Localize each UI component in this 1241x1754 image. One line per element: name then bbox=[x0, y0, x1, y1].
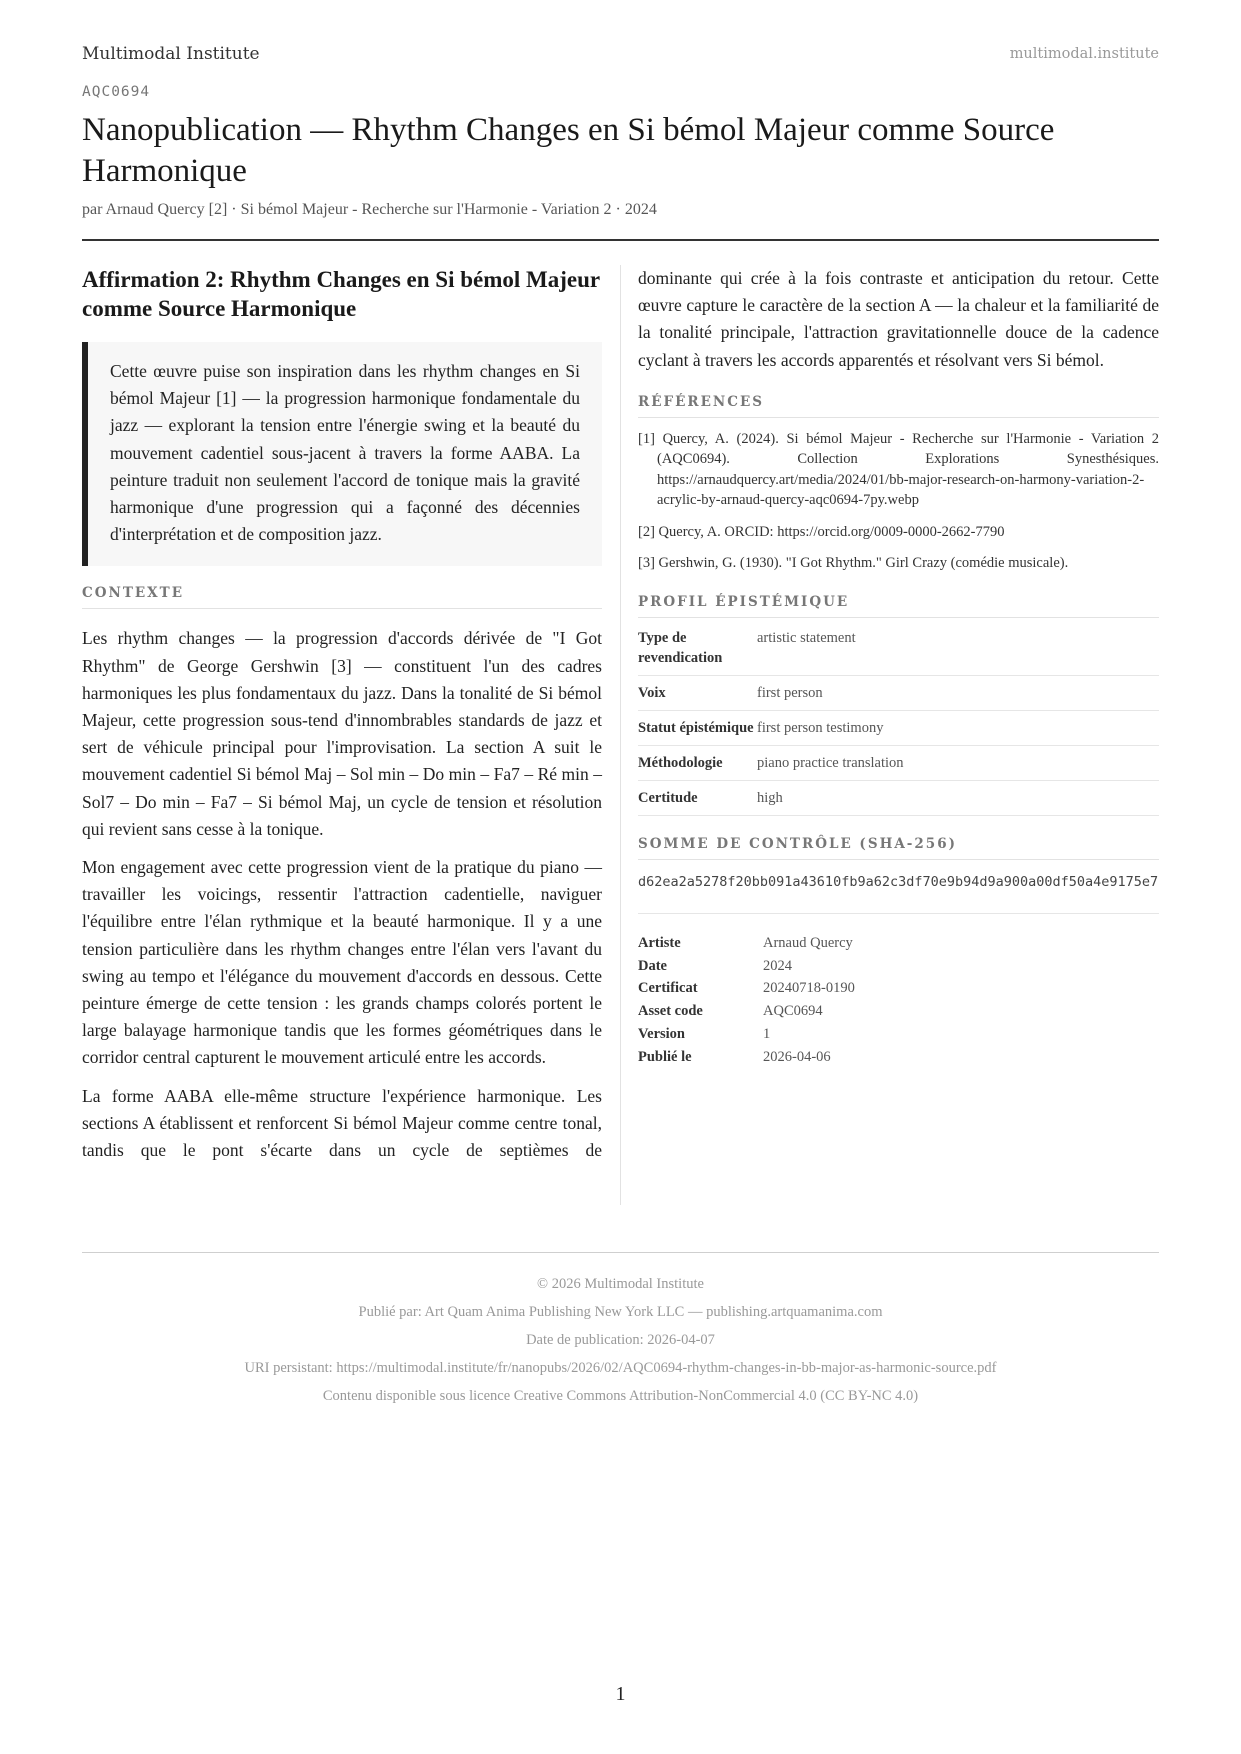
table-row bbox=[638, 955, 855, 978]
table-row bbox=[638, 932, 855, 955]
meta-key: Artiste bbox=[638, 934, 681, 951]
context-label: CONTEXTE bbox=[82, 585, 602, 609]
footer-license: Contenu disponible sous licence Creative Commons Attribution-NonCommercial 4.0 (CC BY-NC 4.0) bbox=[322, 1388, 919, 1404]
right-column bbox=[638, 265, 1159, 1069]
meta-value: 2024 bbox=[763, 957, 792, 974]
references-list bbox=[638, 429, 1159, 574]
meta-value: 1 bbox=[763, 1026, 771, 1042]
metadata-table bbox=[638, 932, 855, 1069]
table-row bbox=[638, 1000, 855, 1023]
epistemic-profile-label: PROFIL ÉPISTÉMIQUE bbox=[638, 594, 1159, 618]
epistemic-value: first person testimony bbox=[757, 710, 1159, 745]
table-row bbox=[638, 745, 1159, 780]
footer-publication-date: Date de publication: 2026-04-07 bbox=[526, 1332, 715, 1348]
page-number: 1 bbox=[615, 1683, 626, 1705]
footer-persistent-uri: URI persistant: https://multimodal.institute/fr/nanopubs/2026/02/AQC0694-rhythm-changes-in-bb-major-as-harmonic-source.pdf bbox=[244, 1360, 997, 1376]
meta-key: Publié le bbox=[638, 1048, 692, 1065]
references-label: RÉFÉRENCES bbox=[638, 394, 1159, 418]
table-row bbox=[638, 780, 1159, 815]
context-paragraph-2: Mon engagement avec cette progression vient de la pratique du piano — travailler les voicings, ressentir l'attraction cadentielle, naviguer l'équilibre entre l'élan rythmique et la beauté harmonique. Il y a une tension particulière dans les rhythm changes entre l'élan vers l'avant du swing au tempo et l'élégance du mouvement d'accords en dessous. Cette peinture émerge de cette tension : les grands champs colorés portent le large balayage harmonique tandis que les formes géométriques dans le corridor central capturent le mouvement articulé entre les accords. bbox=[82, 857, 602, 1068]
meta-value: 20240718-0190 bbox=[763, 980, 855, 997]
meta-value: AQC0694 bbox=[763, 1003, 823, 1020]
epistemic-key: Méthodologie bbox=[638, 745, 757, 780]
epistemic-profile-table bbox=[638, 621, 1159, 816]
meta-key: Certificat bbox=[638, 980, 698, 997]
epistemic-value: artistic statement bbox=[757, 621, 1159, 676]
checksum-value: d62ea2a5278f20bb091a43610fb9a62c3df70e9b94d9a900a00df50a4e9175e7 bbox=[638, 872, 1159, 914]
reference-item: [3] Gershwin, G. (1930). "I Got Rhythm." Girl Crazy (comédie musicale). bbox=[638, 555, 1069, 572]
context-paragraph-3: La forme AABA elle-même structure l'expérience harmonique. Les sections A établissent et renforcent Si bémol Majeur comme centre tonal, tandis que le pont s'écarte dans un cycle de septièmes de bbox=[82, 1085, 602, 1161]
meta-key: Version bbox=[638, 1026, 685, 1042]
meta-value: 2026-04-06 bbox=[763, 1048, 831, 1065]
epistemic-value: first person bbox=[757, 675, 1159, 710]
epistemic-key: Type de revendication bbox=[638, 621, 757, 676]
header-divider bbox=[82, 239, 1159, 241]
epistemic-value: piano practice translation bbox=[757, 745, 1159, 780]
table-row bbox=[638, 710, 1159, 745]
epistemic-key: Voix bbox=[638, 675, 757, 710]
epistemic-value: high bbox=[757, 780, 1159, 815]
footer-divider bbox=[82, 1252, 1159, 1253]
reference-item: [1] Quercy, A. (2024). Si bémol Majeur - Recherche sur l'Harmonie - Variation 2 (AQC0694). Collection Explorations Synesthésiques. https://arnaudquercy.art/media/2024/01/bb-major-research-on-harmony-variation-2-acrylic-by-arnaud-quercy-aqc0694-7py.webp bbox=[638, 430, 1159, 509]
table-row bbox=[638, 621, 1159, 676]
context-paragraph-3-continued: dominante qui crée à la fois contraste et anticipation du retour. Cette œuvre capture le caractère de la section A — la chaleur et la familiarité de la tonalité principale, l'attraction gravitationnelle douce de la cadence cyclant à travers les accords apparentés et résolvant vers Si bémol. bbox=[638, 268, 1159, 370]
column-divider bbox=[620, 265, 621, 1205]
page-title: Nanopublication — Rhythm Changes en Si bémol Majeur comme Source Harmonique bbox=[82, 112, 1055, 189]
footer-copyright: © 2026 Multimodal Institute bbox=[537, 1276, 704, 1292]
claim-abstract: Cette œuvre puise son inspiration dans les rhythm changes en Si bémol Majeur [1] — la progression harmonique fondamentale du jazz — explorant la tension entre l'énergie swing et la beauté du mouvement cadentiel sous-jacent à travers la forme AABA. La peinture traduit non seulement l'accord de tonique mais la gravité harmonique d'une progression qui a façonné des décennies d'interprétation et de composition jazz. bbox=[82, 342, 602, 566]
meta-value: Arnaud Quercy bbox=[763, 934, 853, 951]
meta-key: Asset code bbox=[638, 1003, 703, 1020]
page-footer bbox=[82, 1270, 1159, 1410]
left-column bbox=[82, 265, 602, 1164]
institute-name: Multimodal Institute bbox=[82, 44, 260, 64]
table-row bbox=[638, 977, 855, 1000]
checksum-label: SOMME DE CONTRÔLE (SHA-256) bbox=[638, 836, 1159, 860]
claim-heading: Affirmation 2: Rhythm Changes en Si bémol Majeur comme Source Harmonique bbox=[82, 267, 600, 321]
table-row bbox=[638, 675, 1159, 710]
context-paragraph-1: Les rhythm changes — la progression d'accords dérivée de "I Got Rhythm" de George Gershwin [3] — constituent l'un des cadres harmoniques les plus fondamentaux du jazz. Dans la tonalité de Si bémol Majeur, cette progression sous-tend d'innombrables standards de jazz et sert de véhicule principal pour l'improvisation. La section A suit le mouvement cadentiel Si bémol Maj – Sol min – Do min – Fa7 – Ré min – Sol7 – Do min – Fa7 – Si bémol Maj, un cycle de tension et résolution qui revient sans cesse à la tonique. bbox=[82, 628, 602, 839]
epistemic-key: Certitude bbox=[638, 780, 757, 815]
institute-domain: multimodal.institute bbox=[1009, 46, 1159, 62]
table-row bbox=[638, 1046, 855, 1069]
page-header bbox=[82, 44, 1159, 68]
footer-publisher: Publié par: Art Quam Anima Publishing New York LLC — publishing.artquamanima.com bbox=[358, 1304, 883, 1320]
byline: par Arnaud Quercy [2] · Si bémol Majeur - Recherche sur l'Harmonie - Variation 2 · 2024 bbox=[82, 201, 657, 218]
asset-code: AQC0694 bbox=[82, 84, 151, 100]
reference-item: [2] Quercy, A. ORCID: https://orcid.org/0009-0000-2662-7790 bbox=[638, 523, 1005, 540]
meta-key: Date bbox=[638, 957, 667, 974]
table-row bbox=[638, 1023, 855, 1046]
epistemic-key: Statut épistémique bbox=[638, 710, 757, 745]
